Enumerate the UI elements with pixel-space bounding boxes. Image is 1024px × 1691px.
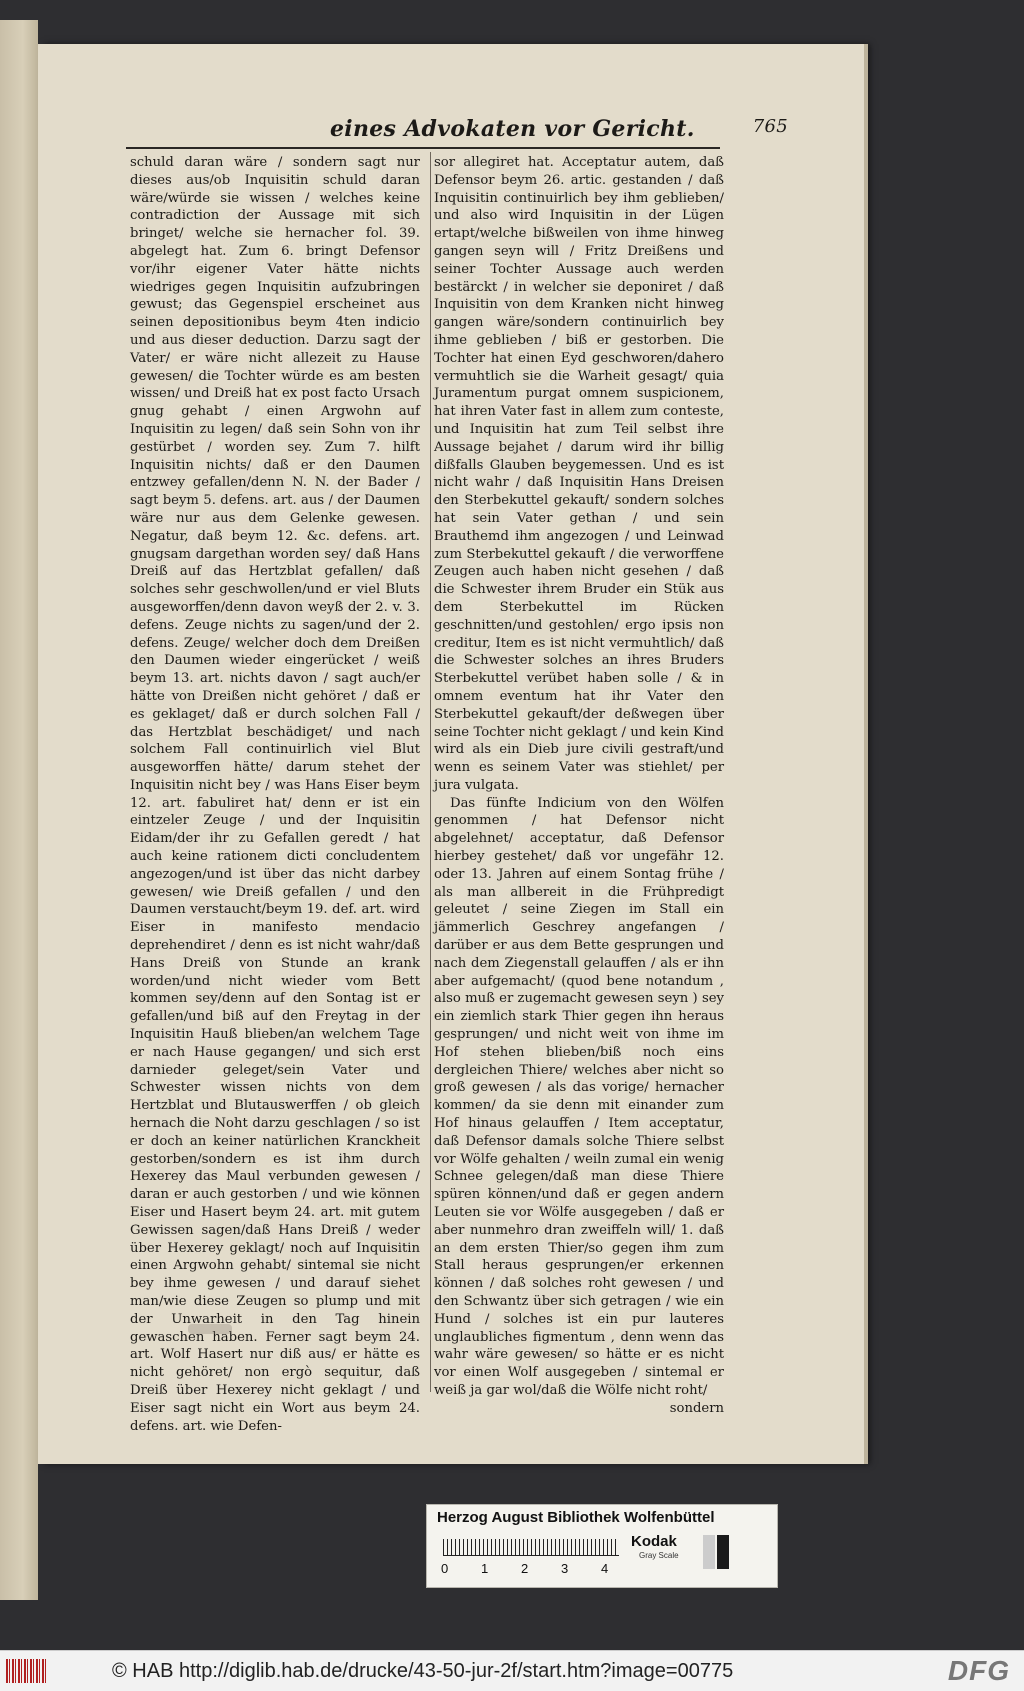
- column-divider: [430, 152, 431, 1392]
- page-number: 765: [752, 116, 788, 137]
- gray-scale-label: Gray Scale: [639, 1551, 679, 1560]
- ruler-number: 4: [601, 1561, 609, 1576]
- kodak-logo: Kodak: [631, 1533, 677, 1550]
- black-patch: [717, 1535, 729, 1569]
- ink-smudge: [188, 1324, 232, 1334]
- color-calibration-bar: [426, 1504, 778, 1588]
- right-column-paragraph: sor allegiret hat. Acceptatur autem, daß Defensor beym 26. artic. gestanden / daß Inquisitin continuirlich bey ihm geblieben/ und also wird Inquisitin in der Lügen ertapt/welche bißweilen von ihme hinweg gangen seyn will / Fritz Dreißens und seiner Tochter Aussage auch werden bestärckt / in welcher sie deponiret / daß Inquisitin von dem Kranken nicht hinweg gangen wäre/sondern continuirlich bey ihme geblieben / biß er gestorben. Die Tochter hat einen Eyd geschworen/dahero vermuhtlich sie die Warheit gesagt/ quia Juramentum purgat omnem suspicionem, hat ihren Vater fast in allem zum conteste, und Inquisitin hat zum Teil selbst ihre Aussage bejahet / darum wird ihr billig dißfalls Glauben beygemessen. Und es ist nicht wahr / daß Inquisitin Hans Dreisen den Sterbekuttel gekauft/ sondern solches hat sein Vater gethan / und sein Brauthemd ihm angezogen / und Leinwad zum Sterbekuttel gekauft / die verworffene Zeugen auch haben nicht gesehen / daß die Schwester ihrem Bruder ein Stük aus dem Sterbekuttel im Rücken geschnitten/und gestohlen/ ergo ipsis non creditur, Item es ist nicht vermuhtlich/ daß die Schwester solches an ihres Bruders Sterbekuttel verübet haben solle / & in omnem eventum hat ihr Vater den Sterbekuttel gekauft/der deßwegen über seine Tochter nicht geklagt / und kein Kind wird als ein Dieb jure civili gestraft/und wenn es seinem Vater was stiehlet/ per jura vulgata.: [434, 155, 724, 793]
- library-label: Herzog August Bibliothek Wolfenbüttel: [437, 1509, 715, 1526]
- running-head: [218, 114, 788, 144]
- book-page: [38, 44, 864, 1464]
- hab-barcode-icon: [6, 1659, 46, 1683]
- gray-patch: [703, 1535, 715, 1569]
- left-column: [130, 154, 420, 1435]
- catchword: sondern: [669, 1400, 724, 1416]
- running-title: eines Advokaten vor Gericht.: [330, 116, 695, 142]
- ruler-number: 3: [561, 1561, 569, 1576]
- right-column-paragraph: Das fünfte Indicium von den Wölfen genommen / hat Defensor nicht abgelehnet/ acceptatur, daß Defensor hierbey gestehet/ daß vor ungefähr 12. oder 13. Jahren auf einem Sontag frühe / als man allbereit in die Frühpredigt geleutet / seine Ziegen im Stall ein jämmerlich Geschrey angefangen / darüber er aus dem Bette gesprungen und nach dem Ziegenstall gelauffen / als er ihn aber aufgemacht/ (quod bene notandum , also muß er zugemacht gewesen seyn ) sey ein ziemlich stark Thier gegen ihn heraus gesprungen/ und nicht weit von ihme im Hof stehen blieben/biß noch eins dergleichen Thiere/ welches aber nicht so groß gewesen / als das vorige/ hernacher kommen/ da sie denn mit einander zum Hof hinaus gelauffen / Item acceptatur, daß Defensor damals solche Thiere selbst vor Wölfe gehalten / weiln zumal ein wenig Schnee gelegen/daß man diese Thiere spüren können/und daß er gegen andern Leuten sie vor Wölfe ausgegeben / daß er aber nunmehro dran zweiffeln will/ 1. daß an dem ersten Thier/so gegen ihm zum Stall heraus gesprungen/er erkennen können / daß solches roht gewesen / und den Schwantz über sich getragen / wie ein Hund / solches ist ein pur lauteres unglaubliches figmentum , denn wenn das wahr wäre gewesen/ so hätte er es nicht vor einen Wolf ausgegeben / sintemal er weiß ja gar wol/daß die Wölfe nicht roht/: [434, 795, 724, 1398]
- ruler-ticks: [443, 1539, 619, 1555]
- measurement-ruler: [443, 1535, 619, 1556]
- ruler-number: 1: [481, 1561, 489, 1576]
- footer-bar: [0, 1650, 1024, 1691]
- ruler-number: 2: [521, 1561, 529, 1576]
- header-rule: [126, 147, 720, 149]
- left-column-text: schuld daran wäre / sondern sagt nur dieses aus/ob Inquisitin schuld daran wäre/würde sie wissen / welches keine contradiction der Aussage mit sich bringet/ welche sie hernacher fol. 39. abgelegt hat. Zum 6. bringt Defensor vor/ihr eigener Vater hätte nichts wiedriges gegen Inquisitin aufzubringen gewust; das Gegenspiel erscheinet aus seinen depositionibus beym 4ten indicio und aus dieser deduction. Darzu sagt der Vater/ er wäre nicht allezeit zu Hause gewesen/ die Tochter würde es am besten wissen/ und Dreiß hat ex post facto Ursach gnug gehabt / einen Argwohn auf Inquisitin zu legen/ daß sein Sohn von ihr gestürbet / worden sey. Zum 7. hilft Inquisitin nichts/ daß er den Daumen entzwey gefallen/denn N. N. der Bader / sagt beym 5. defens. art. aus / der Daumen wäre nur aus dem Gelenke gewesen. Negatur, daß beym 12. &c. defens. art. gnugsam dargethan worden sey/ daß Hans Dreiß auf das Hertzblat gefallen/ daß solches sehr geschwollen/und er viel Bluts ausgeworffen/denn davon weyß der 2. v. 3. defens. Zeuge nichts zu sagen/und der 2. defens. Zeuge/ welcher doch dem Dreißen den Daumen wieder eingerücket / weiß beym 13. art. nichts davon / sagt auch/er hätte von Dreißen nicht gehöret / daß er es geklaget/ daß er durch solchen Fall / das Hertzblat beschädiget/ und nach solchem Fall continuirlich viel Blut ausgeworffen hätte/ darum stehet der Inquisitin nicht bey / was Hans Eiser beym 12. art. fabuliret hat/ denn er ist ein eintzeler Zeuge / und der Inquisitin Eidam/der ihr zu Gefallen geredt / hat auch keine rationem dicti concludentem angezogen/und ist über das nicht darbey gewesen/ wie Dreiß gefallen / und den Daumen verstaucht/beym 19. def. art. wird Eiser in manifesto mendacio deprehendiret / denn es ist nicht wahr/daß Hans Dreiß von Stunde an krank worden/und nicht wieder vom Bett kommen sey/denn auf den Sontag ist er gefallen/und biß auf den Freytag in der Inquisitin Hauß blieben/an welchem Tage er nach Hause gegangen/ und sich erst darnieder geleget/sein Vater und Schwester wissen nichts von dem Hertzblat und Blutauswerffen / ob gleich hernach die Noht darzu geschlagen / so ist er doch an keiner natürlichen Kranckheit gestorben/sondern es ist ihm durch Hexerey das Maul verbunden gewesen / daran er auch gestorben / und wie können Eiser und Hasert beym 24. art. mit gutem Gewissen sagen/daß Hans Dreiß / weder über Hexerey geklagt/ noch auf Inquisitin einen Argwohn gehabt/ sintemal sie nicht bey ihme gewesen / und darauf siehet man/wie diese Zeugen so plump und mit der Unwarheit in den Tag hinein gewaschen haben. Ferner sagt beym 24. art. Wolf Hasert nur diß aus/ er hätte es nicht gehöret/ non ergò sequitur, daß Dreiß über Hexerey nicht geklagt / und Eiser sagt nicht ein Wort aus beym 24. defens. art. wie Defen-: [130, 155, 420, 1434]
- credit-link[interactable]: © HAB http://diglib.hab.de/drucke/43-50-jur-2f/start.htm?image=00775: [112, 1660, 734, 1682]
- ruler-number: 0: [441, 1561, 449, 1576]
- dfg-logo: DFG: [947, 1655, 1010, 1686]
- left-page-edge: [0, 20, 38, 1600]
- right-column: [434, 154, 724, 1418]
